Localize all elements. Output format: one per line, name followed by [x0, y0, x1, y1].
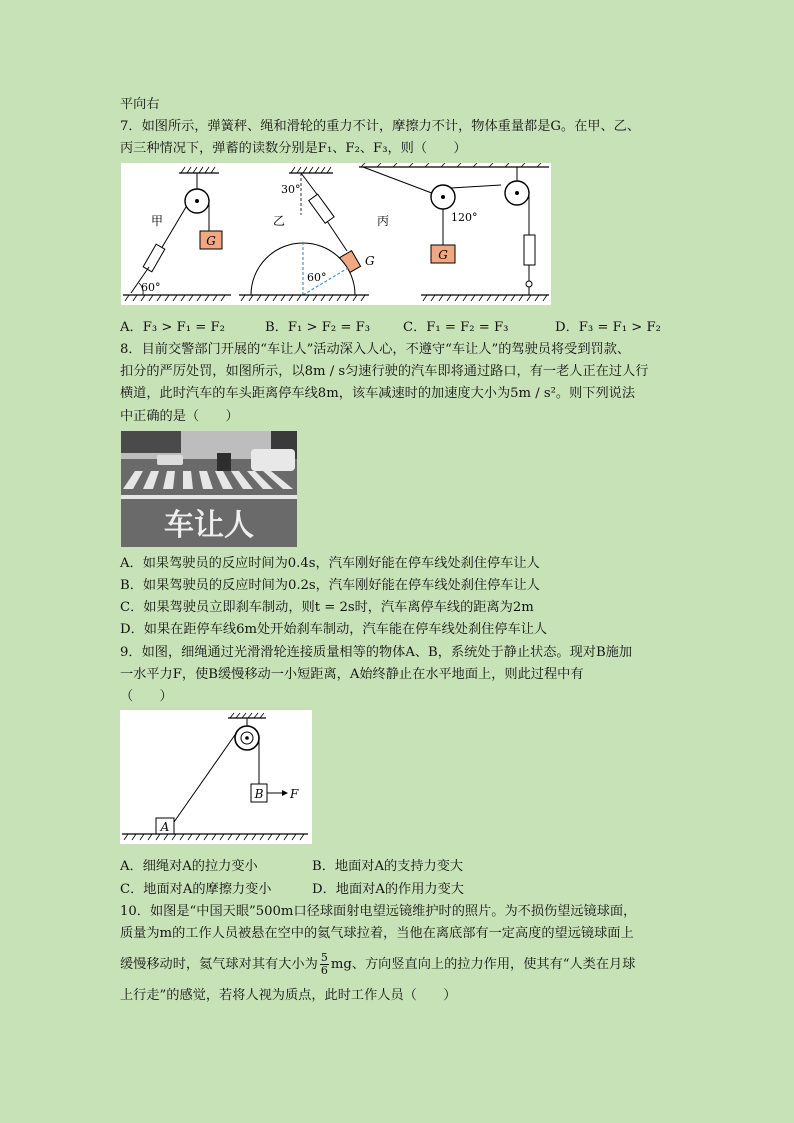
q8-photo-text: 车让人	[164, 507, 254, 543]
q10-frac-num: 5	[320, 951, 328, 965]
q9-option-a: A．细绳对A的拉力变小	[120, 859, 258, 875]
q8-line3: 横道，此时汽车的车头距离停车线8m，该车减速时的加速度大小为5m / s²。则下列说法	[120, 386, 636, 402]
q7-label-jia: 甲	[151, 213, 164, 228]
q10-line3	[120, 945, 680, 985]
q9-label-A: A	[160, 820, 170, 835]
q7-yi-angle30: 30°	[281, 182, 301, 196]
q7-bing-angle: 120°	[451, 210, 478, 224]
q8-photo	[121, 431, 297, 547]
q8-option-a: A．如果驾驶员的反应时间为0.4s，汽车刚好能在停车线处刹住停车让人	[120, 555, 540, 571]
q10-fraction	[320, 952, 329, 977]
q7-bing-G: G	[438, 247, 448, 262]
q10-line4: 上行走”的感觉，若将人视为质点，此时工作人员（ ）	[120, 988, 457, 1004]
q9-option-b: B．地面对A的支持力变大	[312, 859, 464, 875]
q9-label-F: F	[290, 787, 299, 802]
q9-line1: 9．如图，细绳通过光滑滑轮连接质量相等的物体A、B，系统处于静止状态。现对B施加	[120, 644, 633, 660]
q9-line3: （ ）	[120, 689, 173, 705]
q7-option-c: C．F₁ = F₂ = F₃	[403, 319, 509, 335]
q8-photo-svg	[121, 431, 297, 547]
q7-label-bing: 丙	[377, 213, 390, 228]
q10-line2: 质量为m的工作人员被悬在空中的氦气球拉着，当他在离底部有一定高度的望远镜球面上	[120, 926, 634, 942]
q9-option-c: C．地面对A的摩擦力变小	[120, 881, 272, 897]
q9-options-row1	[120, 856, 680, 878]
q8-option-c: C．如果驾驶员立即刹车制动，则t = 2s时，汽车离停车线的距离为2m	[120, 600, 534, 616]
q9-line2: 一水平力F，使B缓慢移动一小短距离，A始终静止在水平地面上，则此过程中有	[120, 666, 584, 682]
q10-frac-den: 6	[320, 964, 328, 978]
q9-options-row2	[120, 879, 680, 901]
q7-line1: 7．如图所示，弹簧秤、绳和滑轮的重力不计，摩擦力不计，物体重量都是G。在甲、乙、	[120, 119, 641, 135]
q10-line3-pre: 缓慢移动时，氦气球对其有大小为	[120, 957, 318, 973]
q10-line1: 10．如图是“中国天眼”500m口径球面射电望远镜维护时的照片。为不损伤望远镜球面，	[120, 903, 637, 919]
q7-jia-angle: 60°	[141, 280, 161, 294]
q7-line2: 丙三种情况下，弹蓄的读数分别是F₁、F₂、F₃，则（ ）	[120, 141, 467, 157]
q9-label-B: B	[254, 787, 264, 802]
q10-line3-post: mg、方向竖直向上的拉力作用，使其有“人类在月球	[330, 957, 636, 973]
q8-option-b: B．如果驾驶员的反应时间为0.2s，汽车刚好能在停车线处刹住停车让人	[120, 578, 540, 594]
q8-line1: 8．目前交警部门开展的“车让人”活动深入人心，不遵守“车让人”的驾驶员将受到罚款、	[120, 342, 631, 358]
q7-option-b: B．F₁ > F₂ = F₃	[265, 319, 371, 335]
q7-options	[120, 317, 680, 339]
q7-label-yi: 乙	[273, 213, 286, 228]
q8-line4: 中正确的是（ ）	[120, 408, 239, 424]
q7-option-d: D．F₃ = F₁ > F₂	[555, 319, 661, 335]
q7-figure	[121, 163, 551, 305]
q8-line2: 扣分的严厉处罚，如图所示，以8m / s匀速行驶的汽车即将通过路口，有一老人正在过人行	[120, 364, 649, 380]
q8-option-d: D．如果在距停车线6m处开始刹车制动，汽车能在停车线处刹住停车让人	[120, 622, 548, 638]
q9-figure	[120, 710, 312, 844]
q7-option-a: A．F₃ > F₁ = F₂	[120, 319, 225, 335]
top-fragment: 平向右	[120, 97, 160, 112]
q7-yi-G: G	[365, 253, 375, 268]
document-page	[120, 94, 680, 1007]
q7-jia-G: G	[206, 233, 216, 248]
q7-yi-angle60: 60°	[307, 270, 327, 284]
q9-option-d: D．地面对A的作用力变大	[312, 881, 464, 897]
